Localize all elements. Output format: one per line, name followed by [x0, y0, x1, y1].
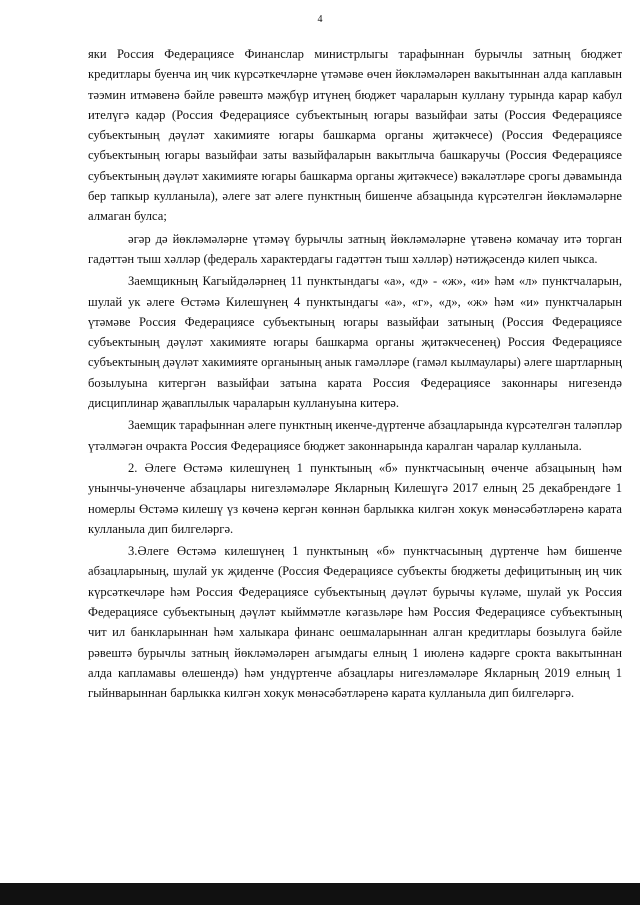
page-number: 4	[317, 14, 323, 25]
paragraph-2: әгәр дә йөкләмәләрне үтәмәү бурычлы затның йөкләмәләрне үтәвенә комачау итә торган гадәттән тыш хәлләр (федераль характердагы гадәттән тыш хәлләр) нәтиҗәсендә килеп чыкса.	[88, 231, 622, 266]
paragraph-6: 3.Әлеге Өстәмә килешүнең 1 пунктының «б» пунктчасының дүртенче һәм бишенче абзацларының, шулай ук җиденче (Россия Федерациясе субъекты бюджеты дефицитының иң чик күрсәткечләре һәм Россия Федерациясе субъектының дәүләт бурычы күләме, шулай ук Россия Федерациясе субъектының дәүләт кыйммәтле кәгазьләре һәм Россия Федерациясе субъектының чит ил банкларыннан һәм халыкара финанс оешмаларыннан алган кредитлары бозылуга бәйле рәвештә бурычлы затның йөкләмәләрен агымдагы елның 1 июленә кадәрге срокта вакытыннан алда капламавы өлешендә) һәм ундүртенче абзацлары нигезләмәләре Якларның 2019 елның 1 гыйнварыннан барлыкка килгән хокук мөнәсәбәтләренә карата кулланыла дип билгеләргә.	[88, 544, 622, 701]
paragraph-1: яки Россия Федерациясе Финанслар министрлыгы тарафыннан бурычлы затның бюджет кредитлары буенча иң чик күрсәткечләрне үтәмәве өчен йөкләмәләрен вакытыннан алда каплавын тәэмин итмәвенә бәйле рәвештә мәҗбүр итүнең бюджет чараларын куллану турында карар кабул ителүгә кадәр (Россия Федерациясе субъектының югары вазыйфаи заты (Россия Федерациясе субъектының дәүләт хакимияте югары башкарма органы җитәкчесе) (Россия Федерациясе субъектының югары вазыйфаи заты вазыйфаларын вакытлыча башкаручы (Россия Федерациясе субъектының дәүләт хакимияте югары башкарма органы җитәкчесе) вәкаләтләре срогы дәвамында бер тапкыр кулланыла), әлеге зат әлеге пунктның бишенче абзацында күрсәтелгән йөкләмәләрне алмаган булса;	[88, 47, 622, 224]
paragraph-3: Заемщикның Кагыйдәләрнең 11 пунктындагы «а», «д» - «ж», «и» һәм «л» пунктчаларын, шулай ук әлеге Өстәмә Килешүнең 4 пунктындагы «а», «г», «д», «ж» һәм «и» пунктчаларын үтәмәве Россия Федерациясе субъектының югары вазыйфаи затының (Россия Федерациясе субъектының дәүләт хакимияте югары башкарма органы җитәкчесенең) Россия Федерациясе субъектының дәүләт хакимияте органының анык гамәлләре (гамәл кылмаулары) әлеге шартларның бозылуына китергән вазыйфаи затына карата Россия Федерациясе законнары нигезендә дисциплинар җаваплылык чараларын куллануына китерә.	[88, 274, 622, 411]
scan-bottom-border	[0, 883, 640, 905]
document-body	[88, 44, 622, 704]
paragraph-4: Заемщик тарафыннан әлеге пунктның икенче-дүртенче абзацларында күрсәтелгән таләпләр үтәлмәгән очракта Россия Федерациясе бюджет законнарында каралган чаралар кулланыла.	[88, 418, 623, 453]
paragraph-5: 2. Әлеге Өстәмә килешүнең 1 пунктының «б» пунктчасының өченче абзацының һәм унынчы-унөченче абзацлары нигезләмәләре Якларның Килешүгә 2017 елның 25 декабрендәге 1 номерлы Өстәмә килешү үз көченә кергән көннән барлыкка килгән хокук мөнәсәбәтләренә карата кулланыла дип билгеләргә.	[88, 460, 622, 536]
